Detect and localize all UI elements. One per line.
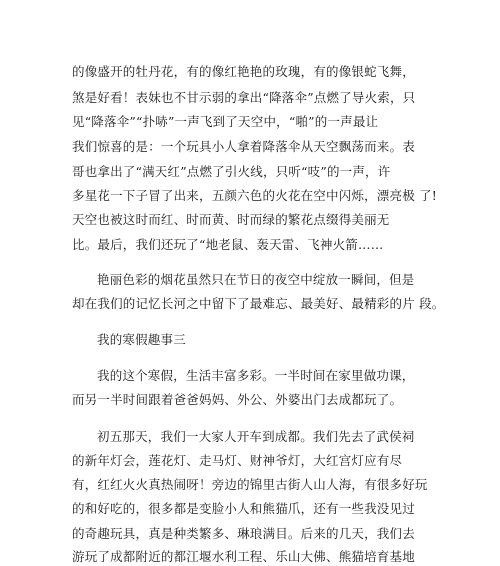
text-line: 而另一半时间跟着爸爸妈妈、外公、外婆出门去成都玩了。 [72, 392, 403, 407]
text-line: 多星花一下子冒了出来，五颜六色的火花在空中闪烁，漂亮极 了! [72, 188, 437, 203]
text-line: 却在我们的记忆长河之中留下了最难忘、最美好、最精彩的片 段。 [72, 296, 445, 311]
text-line: 煞是好看！表妹也不甘示弱的拿出“降落伞”点燃了导火索，只 [72, 90, 416, 105]
paragraph-first-line: 我的这个寒假，生活丰富多彩。一半时间在家里做功课， [97, 368, 415, 383]
text-line: 的像盛开的牡丹花，有的像红艳艳的玫瑰，有的像银蛇飞舞， [72, 64, 415, 79]
text-line: 有，红红火火真热闹呀！旁边的锦里古街人山人海，有很多好玩 [72, 477, 428, 492]
text-line: 的奇趣玩具，真是种类繁多、琳琅满目。后来的几天，我们去 [72, 526, 415, 541]
text-line: 见“降落伞”“扑哧”一声飞到了天空中，“啪”的一声最让 [72, 114, 379, 129]
section-heading: 我的寒假趣事三 [97, 332, 186, 347]
text-line: 天空也被这时而红、时而黄、时而绿的繁花点缀得美丽无 [72, 212, 390, 227]
paragraph-first-line: 初五那天，我们一大家人开车到成都。我们先去了武侯祠 [97, 429, 415, 444]
text-line: 我们惊喜的是：一个玩具小人拿着降落伞从天空飘荡而来。表 [72, 139, 415, 154]
text-line: 的和好吃的，很多都是变脸小人和熊猫爪，还有一些我没见过 [72, 501, 415, 516]
text-line: 比。最后，我们还玩了“地老鼠、轰天雷、飞神火箭…… [72, 237, 384, 252]
paragraph-first-line: 艳丽色彩的烟花虽然只在节日的夜空中绽放一瞬间，但是 [97, 272, 415, 287]
text-line: 哥也拿出了“满天红”点燃了引火线，只听“吱”的一声，许 [72, 164, 391, 179]
text-line: 游玩了成都附近的都江堰水利工程、乐山大佛、熊猫培育基地 [72, 549, 415, 564]
text-line: 的新年灯会，莲花灯、走马灯、财神爷灯，大红宫灯应有尽 [72, 453, 403, 468]
